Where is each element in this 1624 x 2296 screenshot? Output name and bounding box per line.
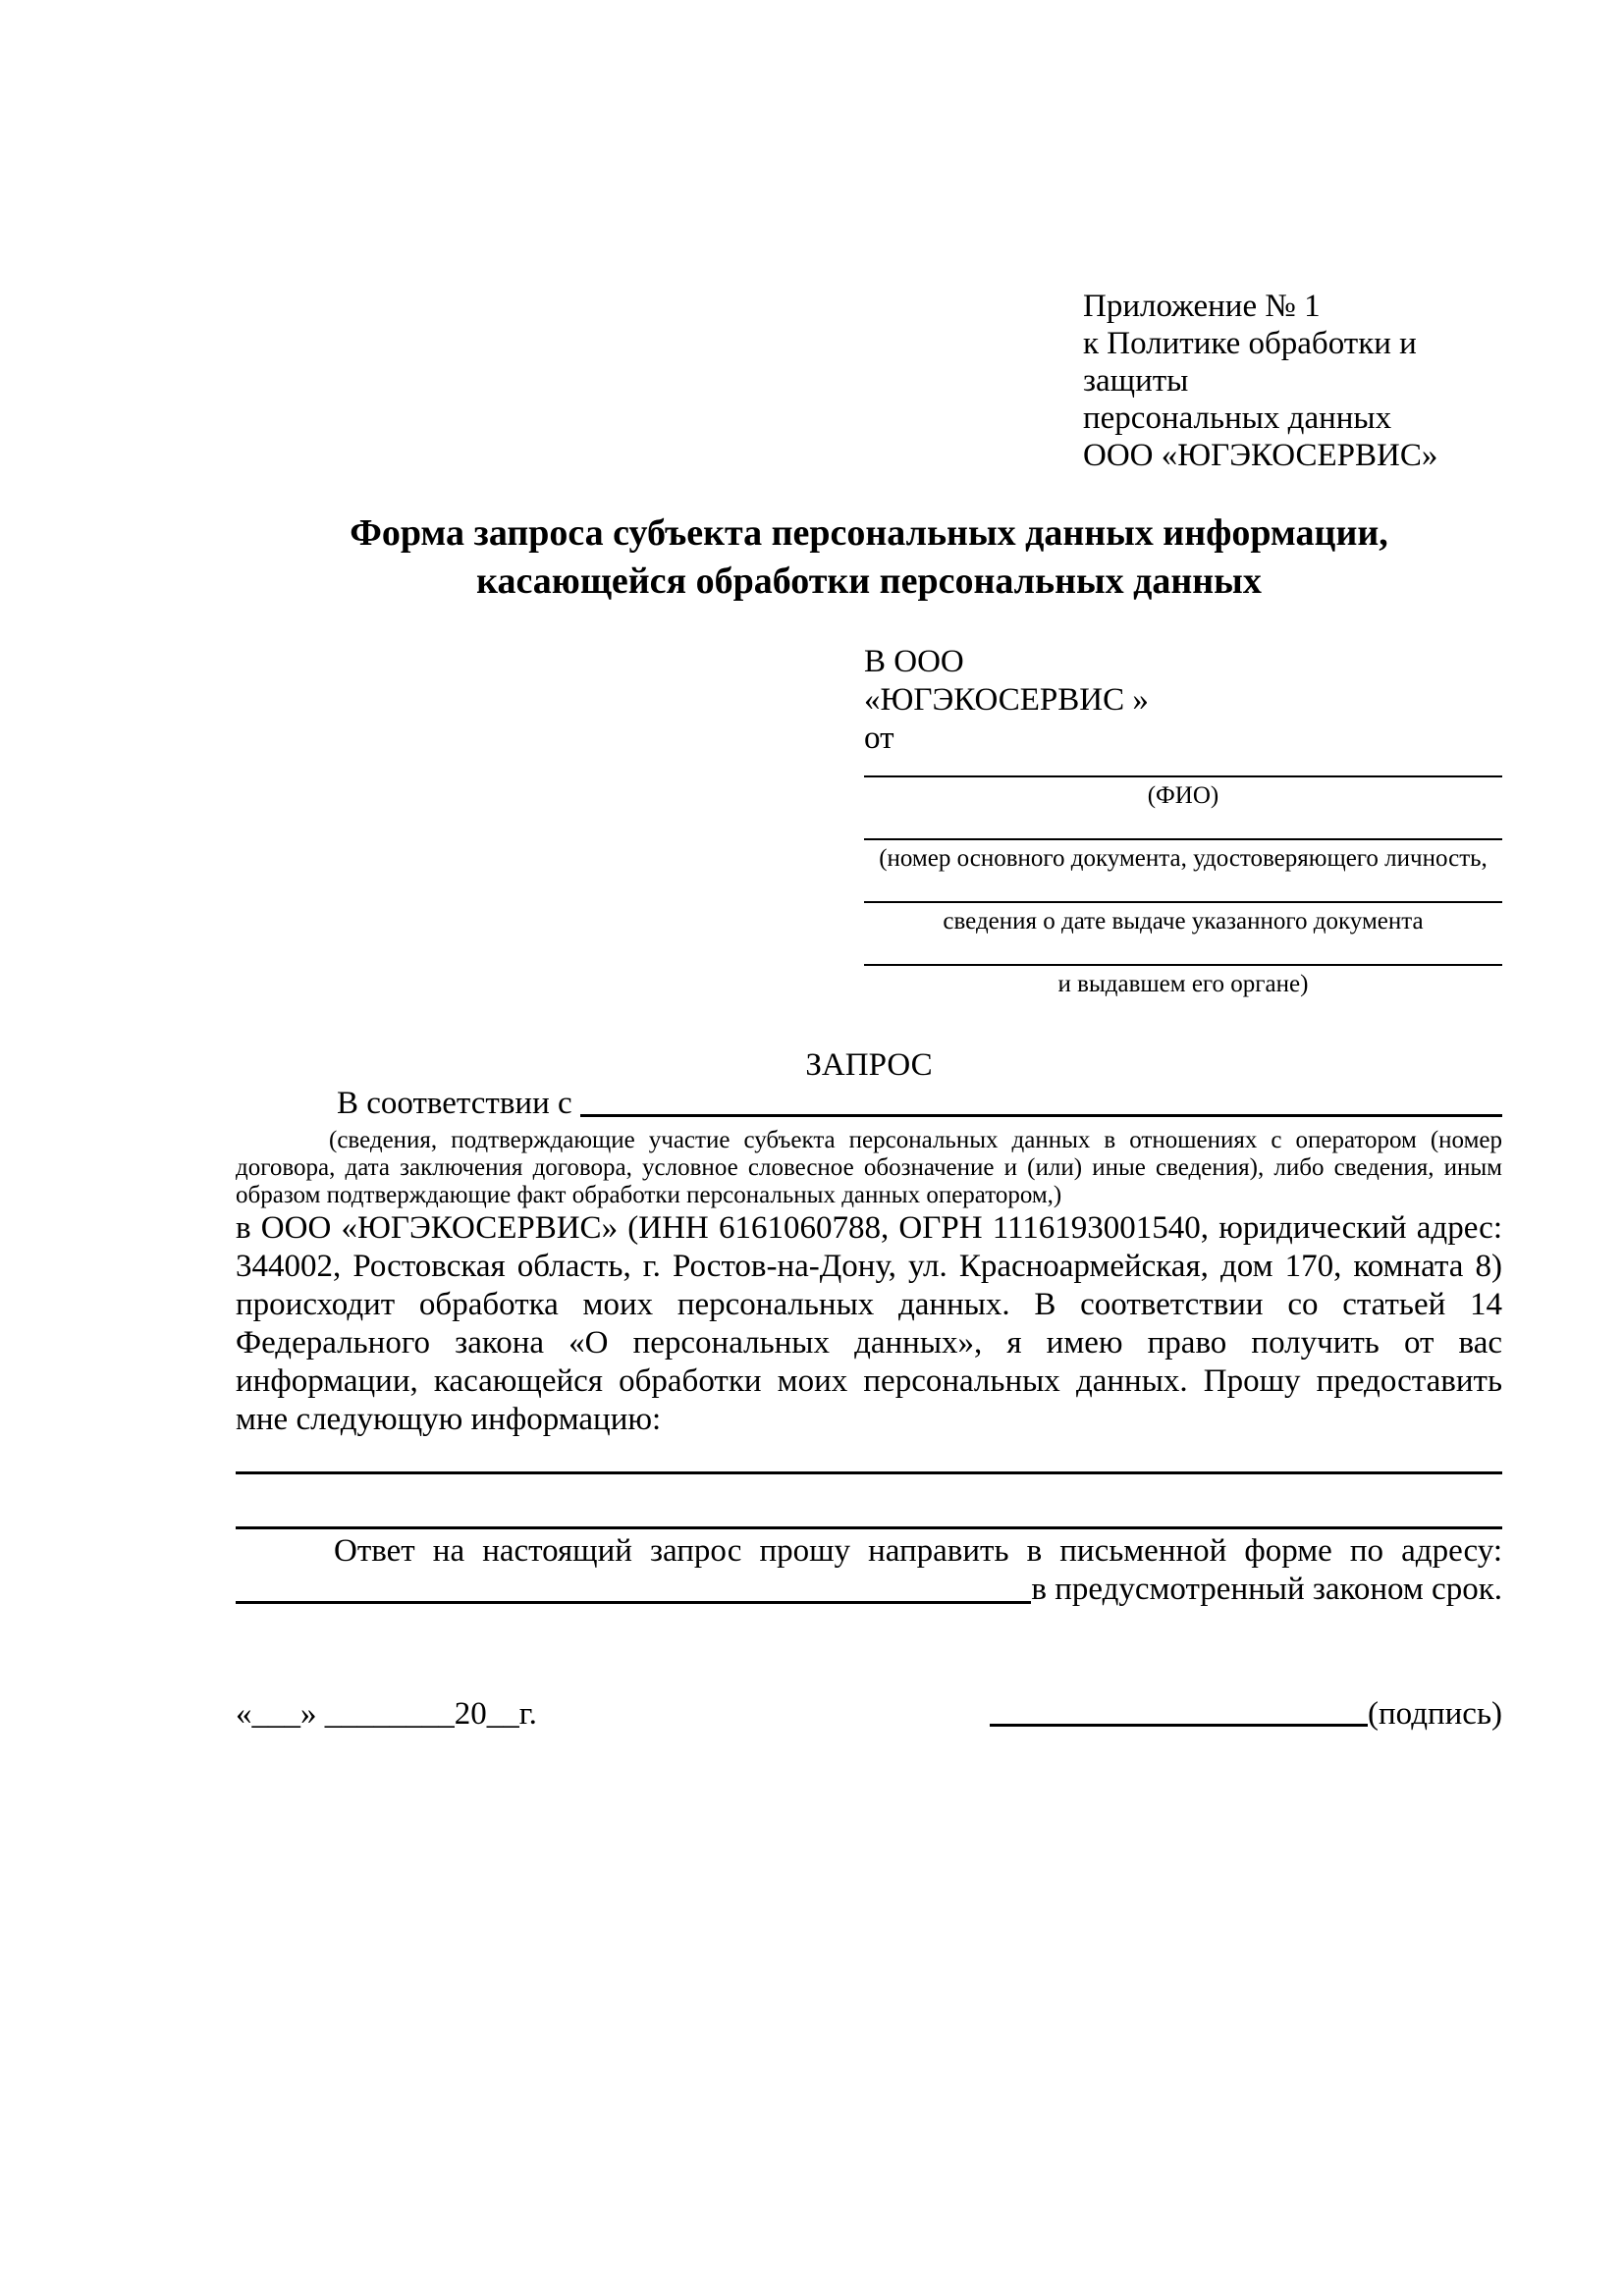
title-line-2: касающейся обработки персональных данных — [476, 561, 1262, 602]
answer-address-line — [236, 1571, 1502, 1609]
signature-field-line — [990, 1724, 1368, 1727]
document-number-caption: (номер основного документа, удостоверяющего личность, — [879, 845, 1488, 872]
org-name-line-1: В ООО — [864, 644, 964, 679]
signature-row — [236, 1695, 1502, 1734]
issuing-authority-caption: и выдавшем его органе) — [1057, 971, 1309, 997]
issue-date-field-line — [864, 901, 1502, 903]
appendix-block — [1083, 288, 1502, 474]
fio-caption: (ФИО) — [1147, 782, 1219, 809]
signature-label: (подпись) — [1368, 1696, 1502, 1732]
basis-line — [236, 1085, 1502, 1123]
info-field-line-2 — [236, 1526, 1502, 1529]
addressee-block — [864, 643, 1502, 999]
fio-field-line — [864, 775, 1502, 777]
request-heading: ЗАПРОС — [805, 1047, 933, 1083]
document-title — [236, 509, 1502, 606]
lead-in-text: В соответствии с — [337, 1086, 580, 1121]
fine-print-note: (сведения, подтверждающие участие субъекта персональных данных в отношениях с оператором (номер договора, дата заключения договора, условное словесное обозначение и (или) иные сведения), либо сведения, иным образом подтверждающие факт обработки персональных данных оператором,) — [236, 1127, 1502, 1208]
issue-date-caption: сведения о дате выдаче указанного документа — [943, 908, 1424, 934]
request-body-paragraph: в ООО «ЮГЭКОСЕРВИС» (ИНН 6161060788, ОГРН 1116193001540, юридический адрес: 344002, Ростовская область, г. Ростов-на-Дону, ул. Красноармейская, дом 170, комната 8) происходит обработка моих персональных данных. В соответствии со статьей 14 Федерального закона «О персональных данных», я имею право получить от вас информации, касающейся обработки моих персональных данных. Прошу предоставить мне следующую информацию: — [236, 1210, 1502, 1437]
from-label: от — [864, 721, 894, 756]
info-field-line-1 — [236, 1471, 1502, 1474]
document-number-field-line — [864, 838, 1502, 840]
appendix-line: персональных данных — [1083, 400, 1392, 436]
issuing-authority-field-line — [864, 964, 1502, 966]
org-name-line-2: «ЮГЭКОСЕРВИС » — [864, 682, 1149, 718]
address-field-line — [236, 1601, 1031, 1604]
appendix-line: Приложение № 1 — [1083, 289, 1321, 324]
basis-field-line — [580, 1114, 1502, 1117]
date-field: «___» ________20__г. — [236, 1696, 537, 1732]
page-content — [236, 0, 1502, 1734]
signature-area — [990, 1695, 1502, 1734]
answer-suffix: в предусмотренный законом срок. — [1031, 1572, 1502, 1607]
answer-request-line: Ответ на настоящий запрос прошу направить в письменной форме по адресу: — [334, 1533, 1502, 1569]
appendix-line: ООО «ЮГЭКОСЕРВИС» — [1083, 438, 1438, 473]
title-line-1: Форма запроса субъекта персональных данных информации, — [350, 512, 1388, 554]
appendix-line: к Политике обработки и защиты — [1083, 326, 1417, 399]
